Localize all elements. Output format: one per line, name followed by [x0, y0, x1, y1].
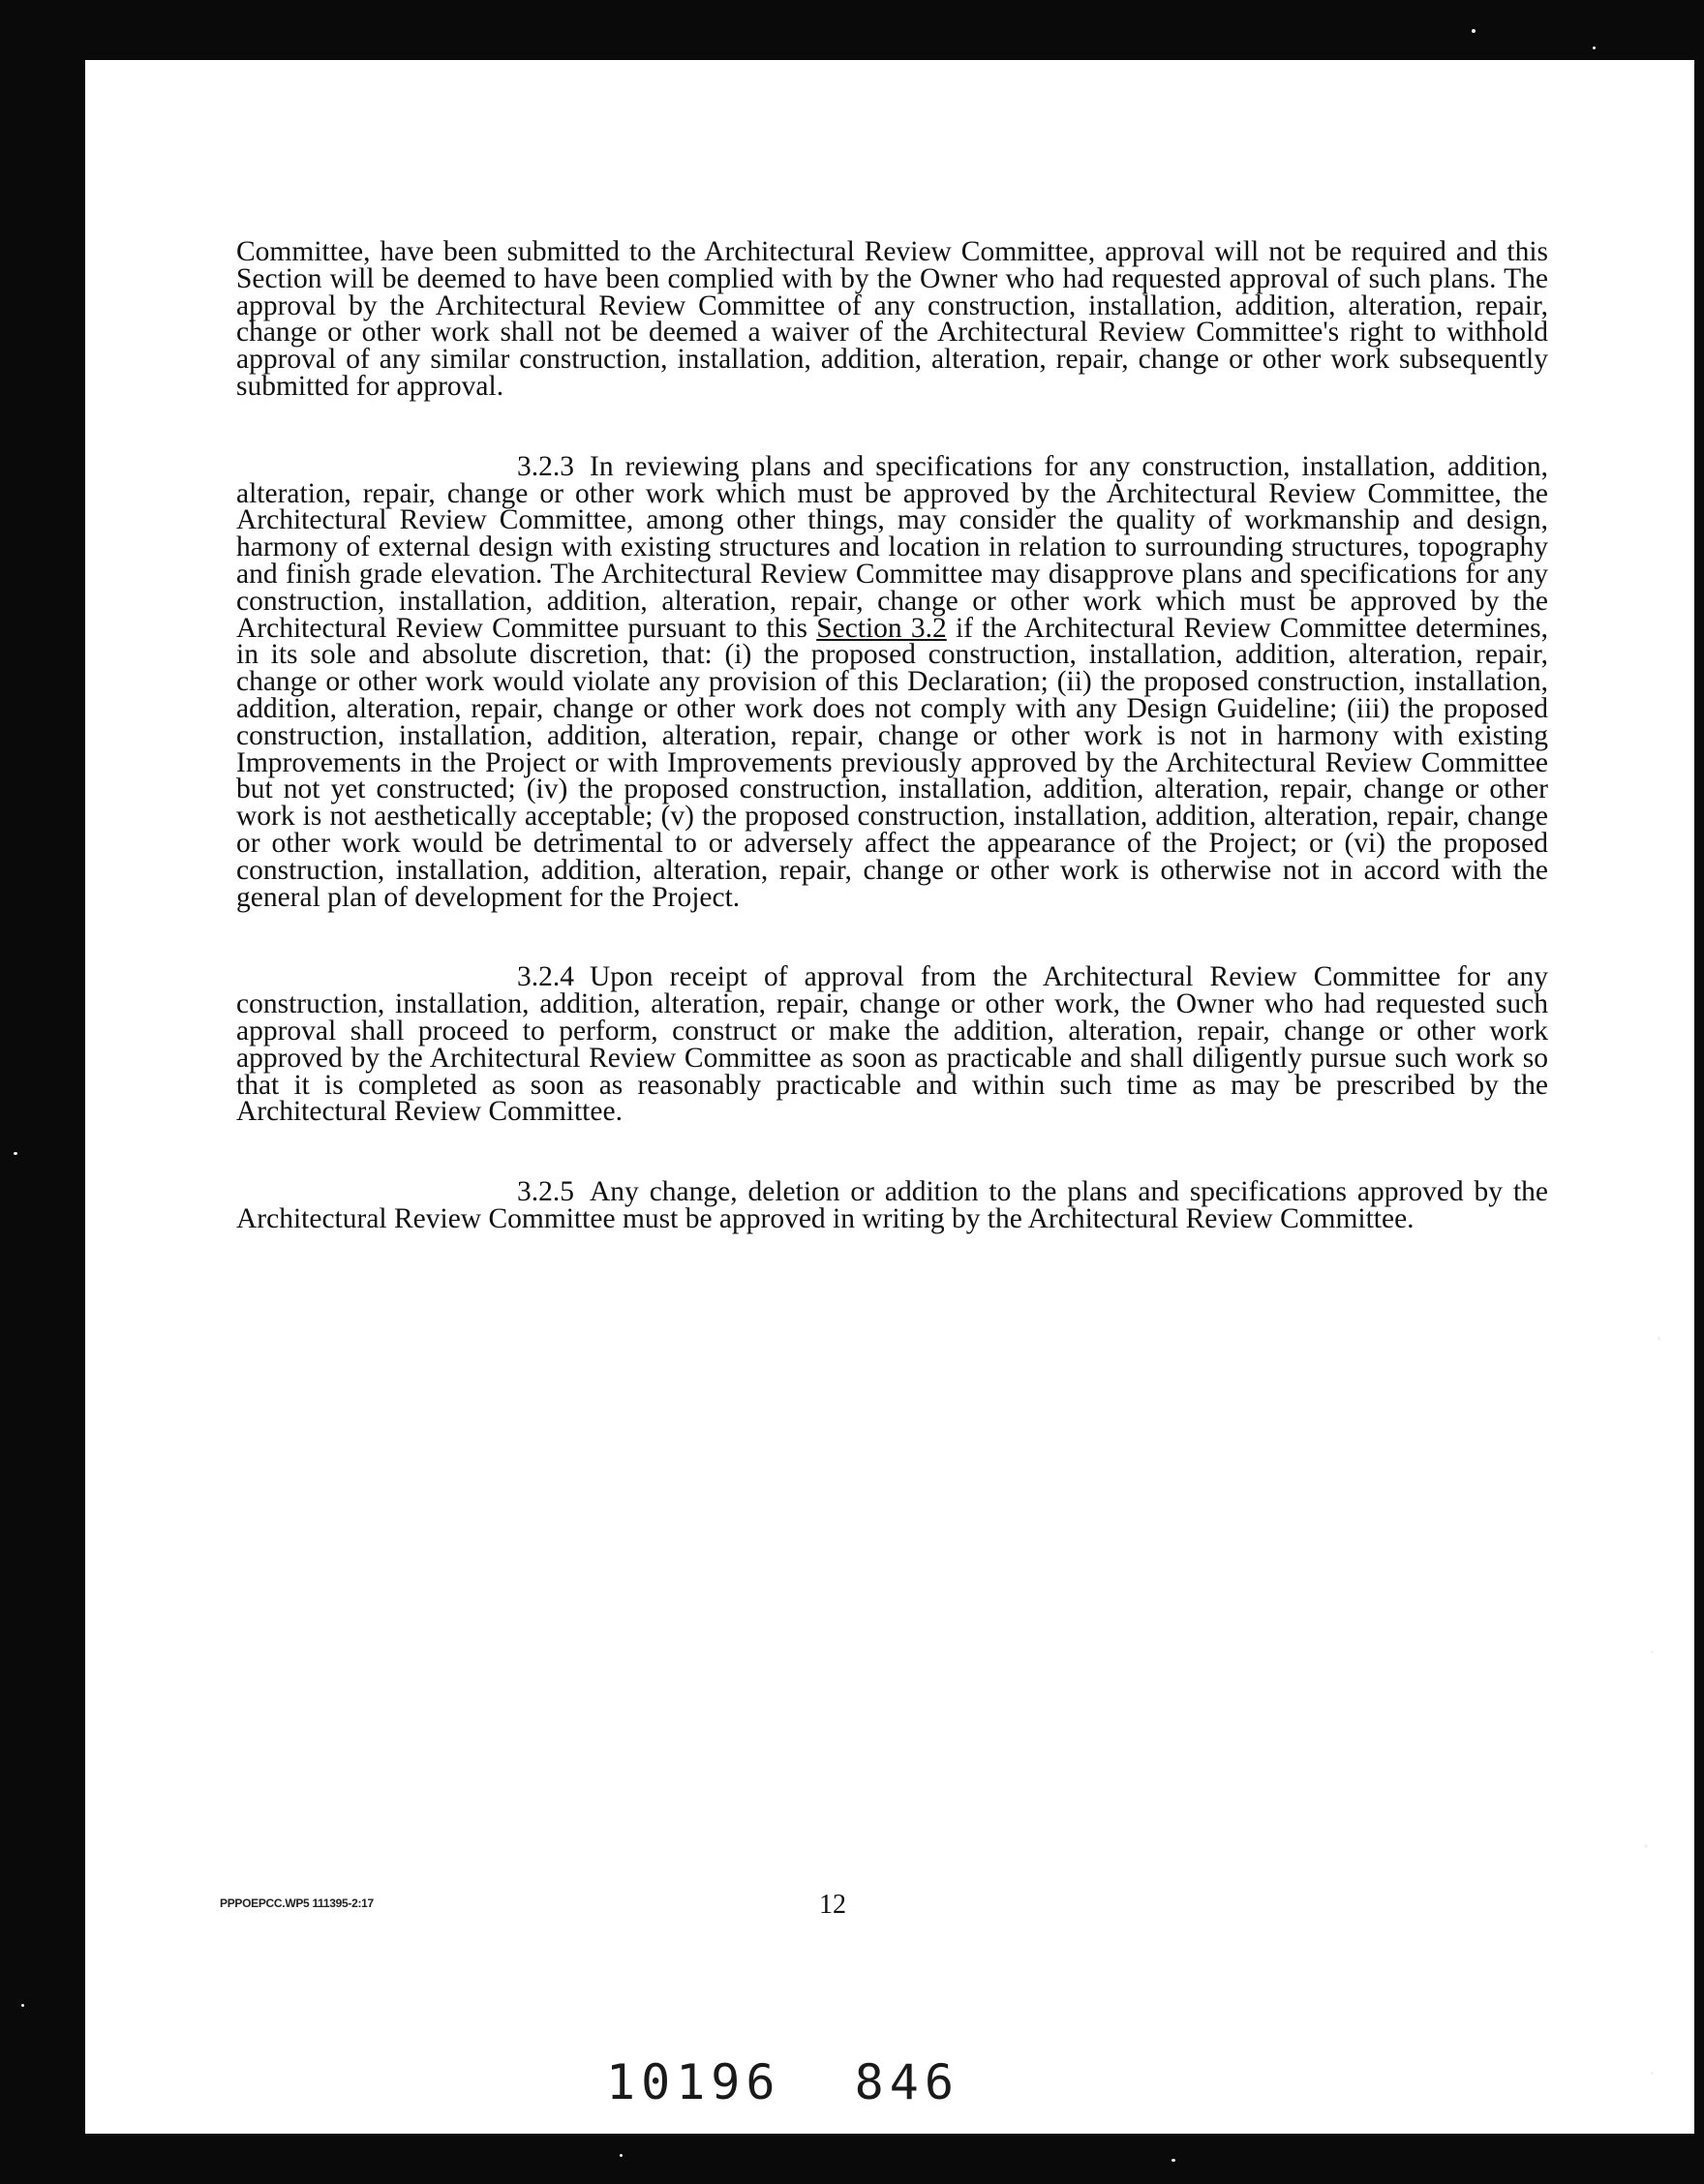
document-page	[85, 60, 1694, 2134]
section-reference: Section 3.2	[816, 612, 947, 644]
paragraph-3-2-3	[236, 450, 1548, 913]
paragraph-text: In reviewing plans and specifications for any construction, installation, addition, alteration, repair, change or other work which must be approved by the Architectural Review Committee, the Architectural Review Committee, among other things, may consider the quality of workmanship and design, harmony of external design with existing structures and location in relation to surrounding structures, topography and finish grade elevation. The Architectural Review Committee may disapprove plans and specifications for any construction, installation, addition, alteration, repair, change or other work which must be approved by the Architectural Review Committee pursuant to this	[236, 450, 1548, 644]
paragraph-continuation	[236, 236, 1548, 402]
paragraph-text: Committee, have been submitted to the Architectural Review Committee, approval will not be required and this Section will be deemed to have been complied with by the Owner who had requested approval of such plans. The approval by the Architectural Review Committee of any construction, installation, addition, alteration, repair, change or other work shall not be deemed a waiver of the Architectural Review Committee's right to withhold approval of any similar construction, installation, addition, alteration, repair, change or other work subsequently submitted for approval.	[236, 236, 1548, 402]
recording-stamp: 10196 846	[606, 2054, 959, 2110]
paragraph-text: Upon receipt of approval from the Architectural Review Committee for any construction, installation, addition, alteration, repair, change or other work, the Owner who had requested such approval shall proceed to perform, construct or make the addition, alteration, repair, change or other work approved by the Architectural Review Committee as soon as practicable and shall diligently pursue such work so that it is completed as soon as reasonably practicable and within such time as may be prescribed by the Architectural Review Committee.	[236, 961, 1548, 1128]
paragraph-text: if the Architectural Review Committee determines, in its sole and absolute discretion, that: (i) the proposed construction, installation, addition, alteration, repair, change or other work would violate any provision of this Declaration; (ii) the proposed construction, installation, addition, alteration, repair, change or other work does not comply with any Design Guideline; (iii) the proposed construction, installation, addition, alteration, repair, change or other work is not in harmony with existing Improvements in the Project or with Improvements previously approved by the Architectural Review Committee but not yet constructed; (iv) the proposed construction, installation, addition, alteration, repair, change or other work is not aesthetically acceptable; (v) the proposed construction, installation, addition, alteration, repair, change or other work would be detrimental to or adversely affect the appearance of the Project; or (vi) the proposed construction, installation, addition, alteration, repair, change or other work is otherwise not in accord with the general plan of development for the Project.	[236, 612, 1548, 913]
paragraph-text: Any change, deletion or addition to the plans and specifications approved by the Architectural Review Committee must be approved in writing by the Architectural Review Committee.	[236, 1176, 1548, 1234]
page-number: 12	[819, 1890, 846, 1920]
section-number: 3.2.4	[517, 961, 574, 993]
section-number: 3.2.5	[517, 1176, 574, 1208]
document-body	[236, 236, 1548, 1287]
footer-file-id: PPPOEPCC.WP5 111395-2:17	[220, 1896, 374, 1910]
paragraph-3-2-4	[236, 961, 1548, 1128]
section-number: 3.2.3	[517, 450, 574, 482]
paragraph-3-2-5	[236, 1176, 1548, 1234]
